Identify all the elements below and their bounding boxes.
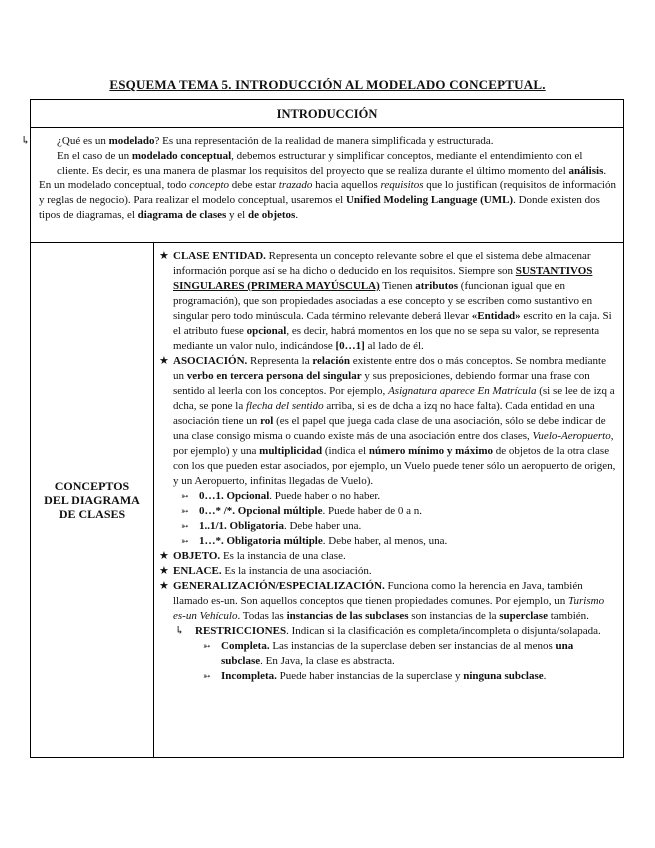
concepts-content (159, 249, 617, 684)
item-enlace: ★ ENLACE. Es la instancia de una asociación. (159, 565, 372, 577)
concepts-label: CONCEPTOS DEL DIAGRAMA DE CLASES (31, 243, 154, 757)
star-bullet-icon: ★ (159, 580, 169, 592)
item-clase-entidad: ★ CLASE ENTIDAD. Representa un concepto relevante sobre el que el sistema debe almacenar información porque así se ha dicho o deducido en los requisitos. Siempre son SUSTANTIVOS SINGULARES (PRIMERA MAYÚSCULA) Tienen atributos (funcionan igual que en programación), que son propiedades asociadas a ese concepto y se escriben como sustantivo en singular pero todo minúscula. Cada término relevante deberá llevar «Entidad» escrito en la caja. Si el atributo fuese opcional, es decir, habrá momentos en los que no se sepa su valor, se representa mediante un valor nulo, indicándose [0…1] al lado de él. (159, 250, 612, 352)
concepts-table (30, 242, 624, 758)
item-restricciones: ↳ RESTRICCIONES. Indican si la clasificación es completa/incompleta o disjunta/solapada. (175, 625, 601, 637)
star-bullet-icon: ★ (159, 550, 169, 562)
intro-cell (21, 127, 624, 243)
star-bullet-icon: ★ (159, 250, 169, 262)
multiplicity-item: ➳ 1…*. Obligatoria múltiple. Debe haber, al menos, una. (181, 535, 448, 547)
arrow-bullet-icon: ➳ (203, 641, 211, 651)
intro-question: ↳ ¿Qué es un modelado? Es una representación de la realidad de manera simplificada y estructurada. (21, 135, 494, 147)
multiplicity-item: ➳ 1..1/1. Obligatoria. Debe haber una. (181, 520, 362, 532)
intro-uml: En un modelado conceptual, todo concepto debe estar trazado hacia aquellos requisitos que lo justifican (requisitos de información y reglas de negocio). Para realizar el modelo conceptual, usaremos el Unified Modeling Language (UML). Donde existen dos tipos de diagramas, el diagrama de clases y el de objetos. (39, 179, 616, 221)
arrow-bullet-icon: ➳ (181, 506, 189, 516)
section-header: INTRODUCCIÓN (30, 99, 624, 128)
arrow-bullet-icon: ➳ (181, 491, 189, 501)
arrow-bullet-icon: ➳ (203, 671, 211, 681)
item-completa: ➳ Completa. Las instancias de la superclase deben ser instancias de al menos una subclase. En Java, la clase es abstracta. (203, 640, 574, 667)
intro-conceptual: En el caso de un modelado conceptual, debemos estructurar y simplificar conceptos, mediante el entendimiento con el cliente. Es decir, es una manera de plasmar los requisitos del proyecto que se realiza durante el último momento del análisis. (57, 149, 607, 177)
star-bullet-icon: ★ (159, 565, 169, 577)
document-title: ESQUEMA TEMA 5. INTRODUCCIÓN AL MODELADO CONCEPTUAL. (109, 77, 546, 92)
multiplicity-item: ➳ 0…* /*. Opcional múltiple. Puede haber de 0 a n. (181, 505, 423, 517)
arrow-bullet-icon: ↳ (21, 135, 31, 147)
arrow-bullet-icon: ↳ (175, 625, 185, 637)
multiplicity-item: ➳ 0…1. Opcional. Puede haber o no haber. (181, 490, 381, 502)
arrow-bullet-icon: ➳ (181, 536, 189, 546)
item-objeto: ★ OBJETO. Es la instancia de una clase. (159, 550, 346, 562)
item-asociacion: ★ ASOCIACIÓN. Representa la relación existente entre dos o más conceptos. Se nombra mediante un verbo en tercera persona del singular y sus preposiciones, debiendo formar una frase con sentido al leerla con los conceptos. Por ejemplo, Asignatura aparece En Matrícula (si se lee de izq a dcha, se pone la flecha del sentido arriba, si es de dcha a izq no hace falta). Cada entidad en una asociación tiene un rol (es el papel que juega cada clase de una asociación, sólo se debe indicar de una clase consigo misma o cuando existe más de una asociación entre dos clases, Vuelo-Aeropuerto, por ejemplo) y una multiplicidad (indica el número mínimo y máximo de objetos de la otra clase con los que pueden estar asociados, por ejemplo, un Vuelo puede tener sólo un aeropuerto de origen, y un Aeropuerto, infinitas llegadas de Vuelo). (159, 355, 616, 487)
item-generalizacion: ★ GENERALIZACIÓN/ESPECIALIZACIÓN. Funciona como la herencia en Java, también llamado es-un. Son aquellos conceptos que tienen propiedades comunes. Por ejemplo, un Turismo es-un Vehículo. Todas las instancias de las subclases son instancias de la superclase también. (159, 580, 605, 622)
item-incompleta: ➳ Incompleta. Puede haber instancias de la superclase y ninguna subclase. (203, 670, 547, 682)
arrow-bullet-icon: ➳ (181, 521, 189, 531)
star-bullet-icon: ★ (159, 355, 169, 367)
